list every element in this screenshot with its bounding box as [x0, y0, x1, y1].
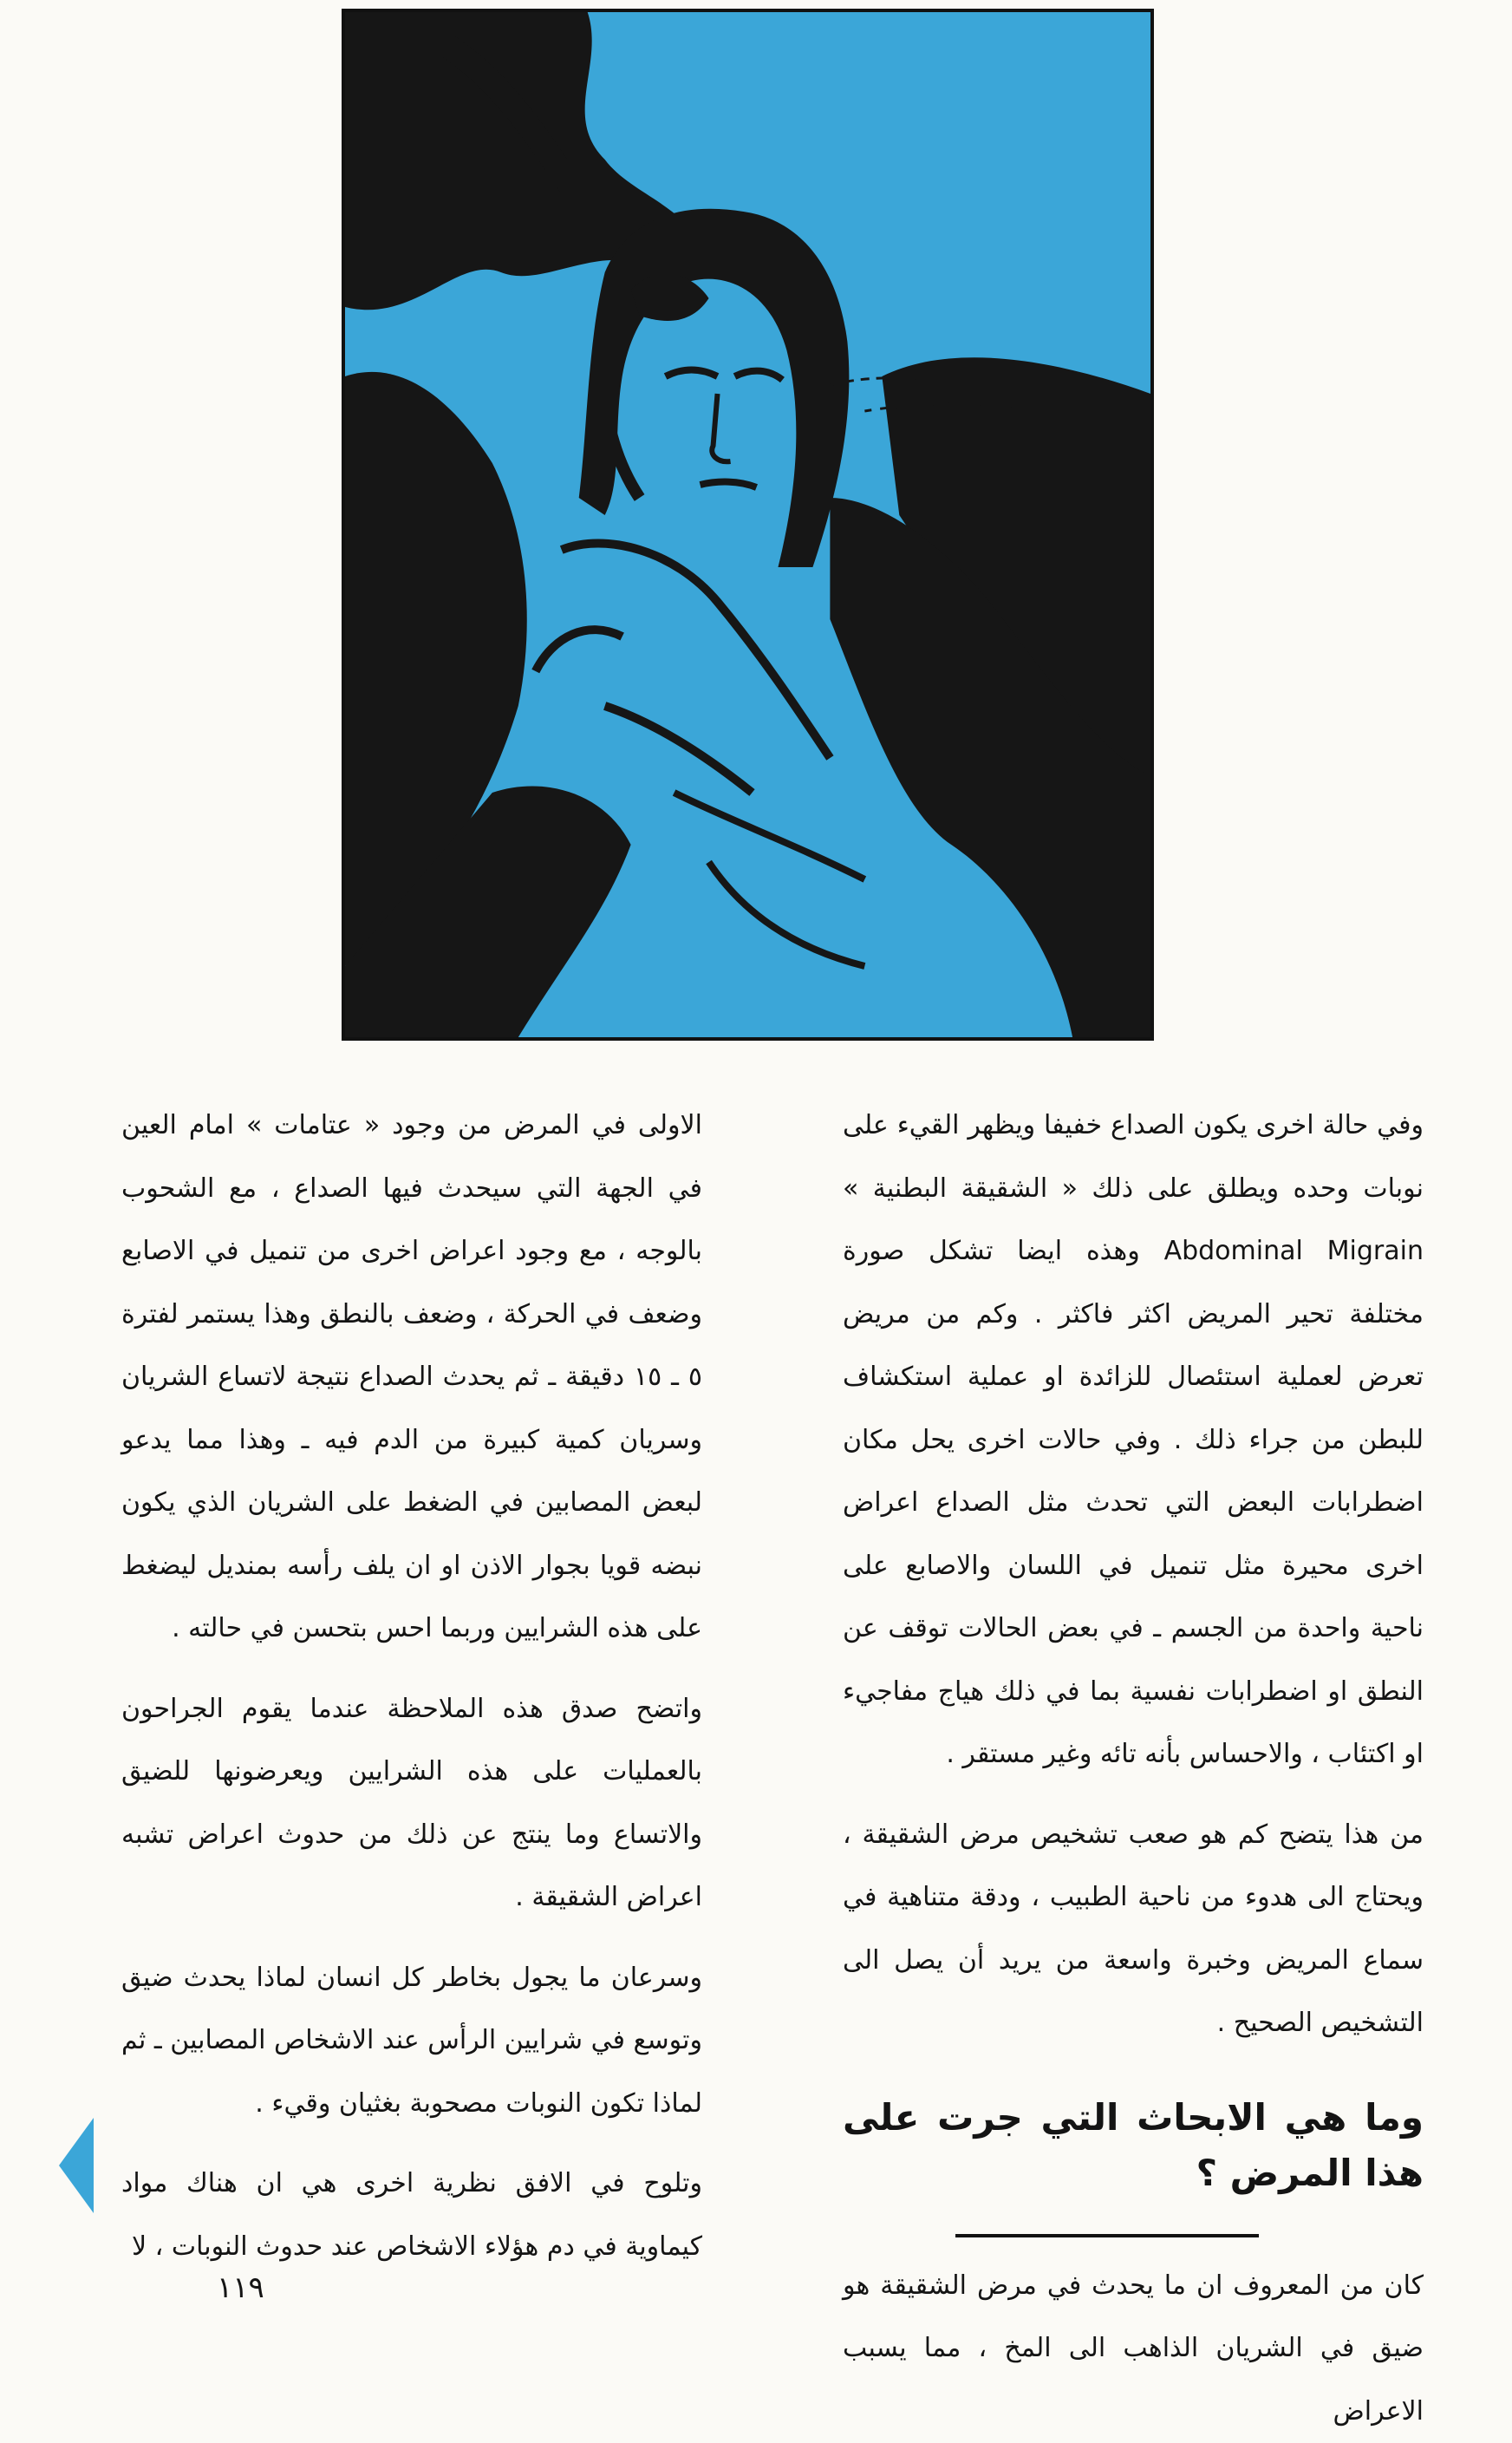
- woman-headache-illustration: [345, 12, 1150, 1037]
- page-number: ١١٩: [217, 2270, 264, 2305]
- paragraph: وفي حالة اخرى يكون الصداع خفيفا ويظهر القيء على نوبات وحده ويطلق على ذلك « الشقيقة البطنية » Abdominal Migrain وهذه ايضا تشكل صورة مختلفة تحير المريض اكثر فاكثر . وكم من مريض تعرض لعملية استئصال للزائدة او عملية استكشاف للبطن من جراء ذلك . وفي حالات اخرى يحل مكان اضطرابات البعض التي تحدث مثل الصداع اعراض اخرى محيرة مثل تنميل في اللسان والاصابع على ناحية واحدة من الجسم ـ في بعض الحالات توقف عن النطق او اضطرابات نفسية بما في ذلك هياج مفاجيء او اكتئاب ، والاحساس بأنه تائه وغير مستقر .: [843, 1094, 1424, 1787]
- paragraph: وسرعان ما يجول بخاطر كل انسان لماذا يحدث ضيق وتوسع في شرايين الرأس عند الاشخاص المصابين ـ ثم لماذا تكون النوبات مصحوبة بغثيان وقيء .: [121, 1947, 702, 2136]
- page-tab-marker: [59, 2118, 94, 2213]
- article-column-right: [843, 1094, 1424, 2443]
- section-heading: وما هي الابحاث التي جرت على هذا المرض ؟: [843, 2090, 1424, 2201]
- paragraph: كان من المعروف ان ما يحدث في مرض الشقيقة هو ضيق في الشريان الذاهب الى المخ ، مما يسبب الاعراض: [843, 2255, 1424, 2443]
- paragraph: من هذا يتضح كم هو صعب تشخيص مرض الشقيقة ، ويحتاج الى هدوء من ناحية الطبيب ، ودقة متناهية في سماع المريض وخبرة واسعة من يريد أن يصل الى التشخيص الصحيح .: [843, 1804, 1424, 2055]
- paragraph: الاولى في المرض من وجود « عتامات » امام العين في الجهة التي سيحدث فيها الصداع ، مع الشحوب بالوجه ، مع وجود اعراض اخرى من تنميل في الاصابع وضعف في الحركة ، وضعف بالنطق وهذا يستمر لفترة ٥ ـ ١٥ دقيقة ـ ثم يحدث الصداع نتيجة لاتساع الشريان وسريان كمية كبيرة من الدم فيه ـ وهذا مما يدعو لبعض المصابين في الضغط على الشريان الذي يكون نبضه قويا بجوار الاذن او ان يلف رأسه بمنديل ليضغط على هذه الشرايين وربما احس بتحسن في حالته .: [121, 1094, 702, 1661]
- illustration-photo: [342, 9, 1154, 1041]
- article-column-left: [121, 1094, 702, 2278]
- divider: [955, 2234, 1259, 2237]
- paragraph: واتضح صدق هذه الملاحظة عندما يقوم الجراحون بالعمليات على هذه الشرايين ويعرضونها للضيق والاتساع وما ينتج عن ذلك من حدوث اعراض تشبه اعراض الشقيقة .: [121, 1678, 702, 1930]
- paragraph: وتلوح في الافق نظرية اخرى هي ان هناك مواد كيماوية في دم هؤلاء الاشخاص عند حدوث النوبات ، لا: [121, 2152, 702, 2278]
